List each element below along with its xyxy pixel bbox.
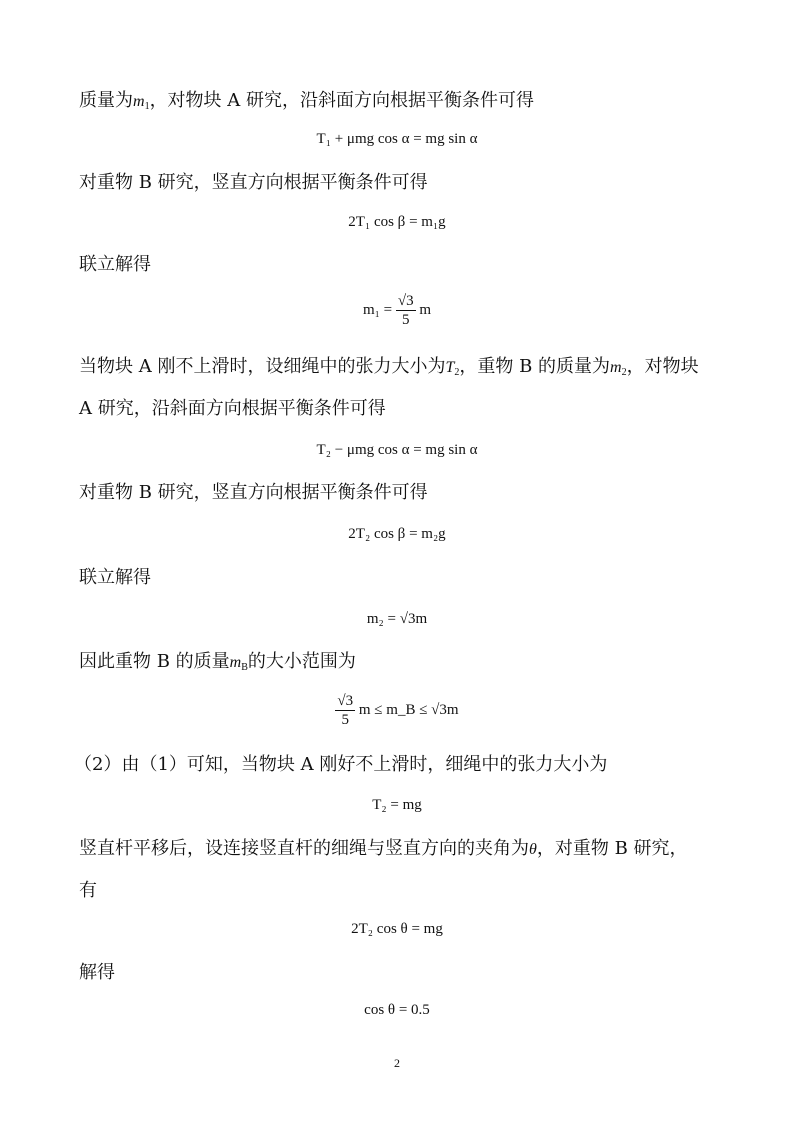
equation-6: m₂ = √3m <box>366 611 428 627</box>
equation-4: T₂ − μmg cos α = mg sin α <box>316 442 478 458</box>
equation-8: T₂ = mg <box>372 797 422 813</box>
text: 当物块 A 刚不上滑时，设细绳中的张力大小为 <box>79 356 446 377</box>
eq3-tail: m <box>419 301 431 318</box>
paragraph-8 <box>79 649 356 681</box>
var-m1: $m_1$ <box>133 93 150 112</box>
equation-10: cos θ = 0.5 <box>364 1002 430 1018</box>
text: 的大小范围为 <box>247 651 356 672</box>
equation-7 <box>0 692 794 729</box>
paragraph-9: （2）由（1）可知，当物块 A 刚好不上滑时，细绳中的张力大小为 <box>74 754 608 775</box>
paragraph-3: 联立解得 <box>79 254 151 275</box>
fraction-num: √3 <box>397 293 414 309</box>
equation-2: 2T₁ cos β = m₁g <box>348 214 446 230</box>
fraction-den: 5 <box>401 312 410 328</box>
var-m2: $m_2$ <box>610 359 627 378</box>
fraction-den: 5 <box>341 712 349 728</box>
text: ，对物块 A 研究，沿斜面方向根据平衡条件可得 <box>149 90 535 111</box>
text: ，重物 B 的质量为 <box>459 356 611 377</box>
fraction <box>396 292 416 329</box>
page-number: 2 <box>394 1056 400 1070</box>
fraction <box>335 692 355 729</box>
var-mB: $m_B$ <box>229 654 248 673</box>
eq3-lhs: m₁ = <box>362 301 393 318</box>
fraction-num: √3 <box>337 693 354 709</box>
var-theta: θ <box>529 841 537 858</box>
paragraph-12: 解得 <box>79 962 115 983</box>
paragraph-2: 对重物 B 研究，竖直方向根据平衡条件可得 <box>79 172 428 193</box>
equation-1: T₁ + μmg cos α = mg sin α <box>316 131 478 147</box>
paragraph-11: 有 <box>79 880 97 901</box>
var-T2: $T_2$ <box>445 359 460 378</box>
text: 竖直杆平移后，设连接竖直杆的细绳与竖直方向的夹角为 <box>79 838 529 859</box>
text: ，对重物 B 研究， <box>536 838 688 859</box>
text: 因此重物 B 的质量 <box>79 651 230 672</box>
equation-5: 2T₂ cos β = m₂g <box>348 526 446 542</box>
equation-3 <box>0 292 794 329</box>
paragraph-4 <box>79 354 699 386</box>
eq7-inequality: m ≤ m_B ≤ √3m <box>358 701 459 718</box>
paragraph-7: 联立解得 <box>79 567 151 588</box>
paragraph-1 <box>79 88 534 120</box>
paragraph-6: 对重物 B 研究，竖直方向根据平衡条件可得 <box>79 482 428 503</box>
paragraph-5: A 研究，沿斜面方向根据平衡条件可得 <box>79 398 386 419</box>
text: 质量为 <box>79 90 133 111</box>
paragraph-10 <box>79 836 688 863</box>
equation-9: 2T₂ cos θ = mg <box>351 921 443 937</box>
text: ，对物块 <box>626 356 699 377</box>
